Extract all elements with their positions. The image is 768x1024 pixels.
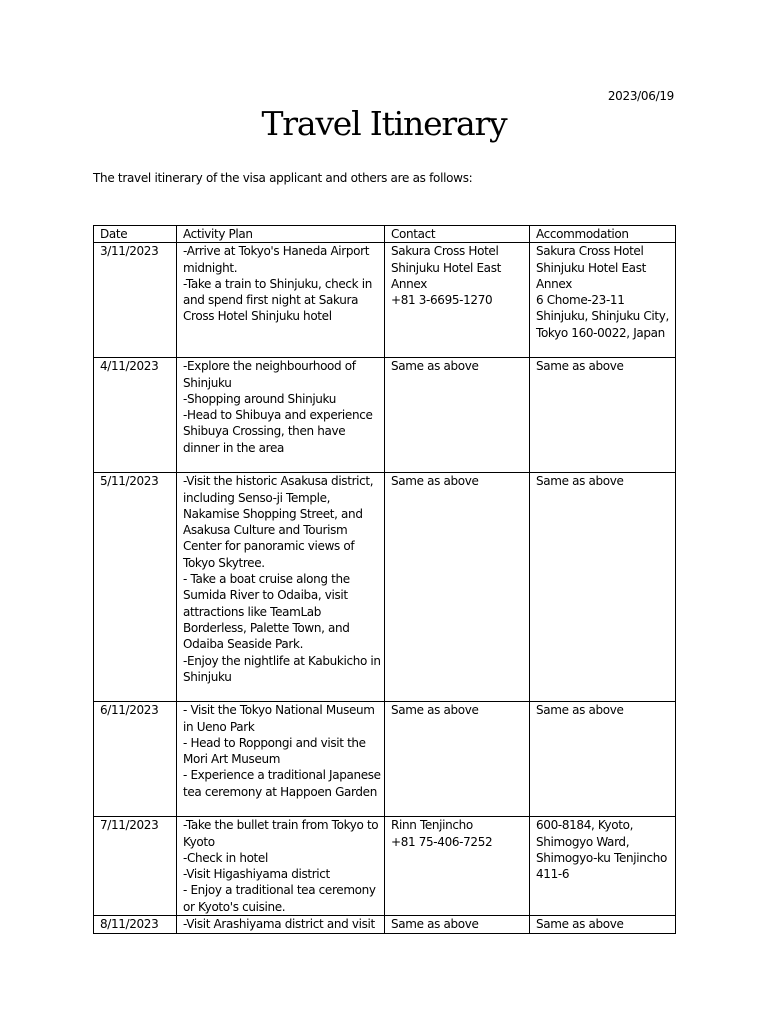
table-body (94, 243, 676, 933)
activity-cell: -Explore the neighbourhood of Shinjuku -Shopping around Shinjuku -Head to Shibuya and experience Shibuya Crossing, then have dinner in the area (177, 358, 385, 473)
contact-cell: Same as above (385, 358, 530, 473)
contact-cell: Same as above (385, 916, 530, 933)
date-cell: 8/11/2023 (94, 916, 177, 933)
date-cell: 6/11/2023 (94, 702, 177, 817)
activity-cell: -Take the bullet train from Tokyo to Kyoto -Check in hotel -Visit Higashiyama district - Enjoy a traditional tea ceremony or Kyoto's cuisine. (177, 817, 385, 916)
table-row (94, 243, 676, 358)
accommodation-cell: Same as above (530, 702, 676, 817)
date-cell: 5/11/2023 (94, 473, 177, 702)
accommodation-cell: 600-8184, Kyoto, Shimogyo Ward, Shimogyo-ku Tenjincho 411-6 (530, 817, 676, 916)
contact-cell: Sakura Cross Hotel Shinjuku Hotel East Annex +81 3-6695-1270 (385, 243, 530, 358)
date-cell: 7/11/2023 (94, 817, 177, 916)
header-row (94, 226, 676, 243)
document-title: Travel Itinerary (261, 104, 507, 143)
contact-cell: Rinn Tenjincho +81 75-406-7252 (385, 817, 530, 916)
activity-cell: -Visit Arashiyama district and visit (177, 916, 385, 933)
contact-cell: Same as above (385, 702, 530, 817)
itinerary-table (93, 225, 676, 934)
table-row (94, 358, 676, 473)
date-cell: 3/11/2023 (94, 243, 177, 358)
date-cell: 4/11/2023 (94, 358, 177, 473)
intro-paragraph: The travel itinerary of the visa applicant and others are as follows: (93, 171, 473, 185)
table-row (94, 817, 676, 916)
activity-cell: - Visit the Tokyo National Museum in Ueno Park - Head to Roppongi and visit the Mori Art Museum - Experience a traditional Japanese tea ceremony at Happoen Garden (177, 702, 385, 817)
table-header (94, 226, 676, 243)
activity-cell: -Arrive at Tokyo's Haneda Airport midnight. -Take a train to Shinjuku, check in and spend first night at Sakura Cross Hotel Shinjuku hotel (177, 243, 385, 358)
table-row (94, 916, 676, 933)
header-activity-plan: Activity Plan (177, 226, 385, 243)
header-contact: Contact (385, 226, 530, 243)
contact-cell: Same as above (385, 473, 530, 702)
accommodation-cell: Same as above (530, 473, 676, 702)
document-date: 2023/06/19 (607, 89, 674, 103)
accommodation-cell: Sakura Cross Hotel Shinjuku Hotel East Annex 6 Chome-23-11 Shinjuku, Shinjuku City, Tokyo 160-0022, Japan (530, 243, 676, 358)
accommodation-cell: Same as above (530, 916, 676, 933)
accommodation-cell: Same as above (530, 358, 676, 473)
header-date: Date (94, 226, 177, 243)
header-accommodation: Accommodation (530, 226, 676, 243)
table-row (94, 702, 676, 817)
activity-cell: -Visit the historic Asakusa district, including Senso-ji Temple, Nakamise Shopping Street, and Asakusa Culture and Tourism Center for panoramic views of Tokyo Skytree. - Take a boat cruise along the Sumida River to Odaiba, visit attractions like TeamLab Borderless, Palette Town, and Odaiba Seaside Park. -Enjoy the nightlife at Kabukicho in Shinjuku (177, 473, 385, 702)
table-row (94, 473, 676, 702)
